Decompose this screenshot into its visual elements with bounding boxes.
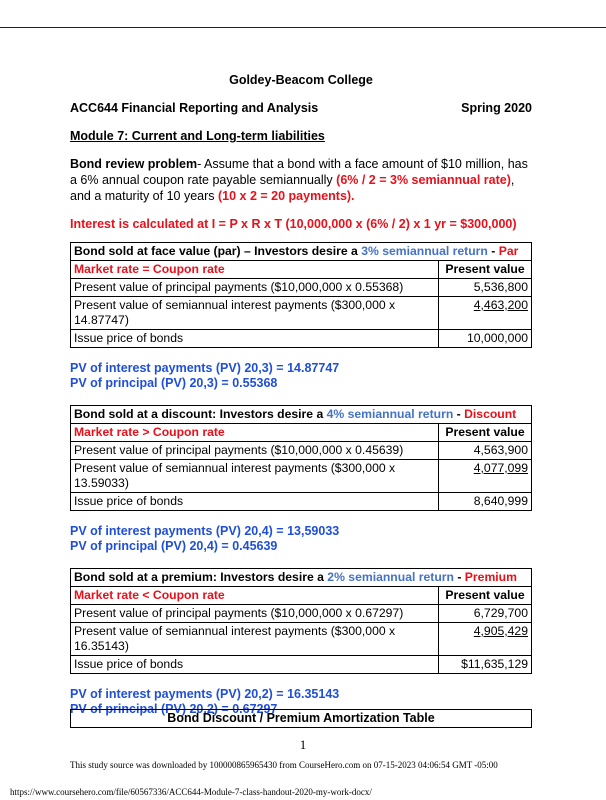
- table-heading: [71, 406, 532, 424]
- table-row: [71, 442, 532, 460]
- row-value: 5,536,800: [439, 279, 532, 297]
- heading-kind: Premium: [464, 570, 517, 584]
- par-table: [70, 242, 532, 348]
- table-header-row: [71, 569, 532, 587]
- present-value-header: Present value: [439, 424, 532, 442]
- row-value: 4,077,099: [473, 461, 528, 475]
- row-label: Issue price of bonds: [71, 493, 439, 511]
- market-rate-label: Market rate < Coupon rate: [71, 587, 439, 605]
- present-value-header: Present value: [439, 261, 532, 279]
- interest-formula: Interest is calculated at I = P x R x T (10,000,000 x (6% / 2) x 1 yr = $300,000): [70, 217, 517, 231]
- intro-lead: Bond review problem: [70, 157, 198, 171]
- table-row: [71, 460, 532, 493]
- row-value: 10,000,000: [439, 330, 532, 348]
- row-label: Present value of principal payments ($10,000,000 x 0.67297): [71, 605, 439, 623]
- pv-principal-factor: PV of principal (PV) 20,2) = 0.67297: [70, 702, 278, 716]
- top-rule: [0, 27, 606, 28]
- table-row: [71, 330, 532, 348]
- table-heading: [71, 243, 532, 261]
- course-header: [70, 100, 532, 116]
- pv-principal-factor: PV of principal (PV) 20,3) = 0.55368: [70, 376, 278, 390]
- table-header-row: [71, 243, 532, 261]
- table-row: [71, 261, 532, 279]
- row-label: Present value of principal payments ($10,000,000 x 0.55368): [71, 279, 439, 297]
- pv-interest-factor: PV of interest payments (PV) 20,4) = 13,59033: [70, 524, 340, 538]
- row-value: 4,905,429: [473, 624, 528, 638]
- row-value: 4,563,900: [439, 442, 532, 460]
- heading-text: Bond sold at a discount: Investors desire a: [74, 407, 327, 421]
- pv-principal-factor: PV of principal (PV) 20,4) = 0.45639: [70, 539, 278, 553]
- document-page: [70, 72, 532, 717]
- premium-table: [70, 568, 532, 674]
- row-label: Issue price of bonds: [71, 656, 439, 674]
- download-notice: This study source was downloaded by 100000865965430 from CourseHero.com on 07-15-2023 04:06:54 GMT -05:00: [70, 760, 498, 770]
- row-value: $11,635,129: [439, 656, 532, 674]
- intro-paragraph: [70, 156, 532, 204]
- row-label: Present value of semiannual interest payments ($300,000 x 13.59033): [71, 460, 439, 493]
- heading-text: Bond sold at face value (par) – Investors desire a: [74, 244, 362, 258]
- heading-rate: 4% semiannual return: [326, 407, 454, 421]
- module-title: Module 7: Current and Long-term liabilities: [70, 129, 325, 143]
- row-label: Issue price of bonds: [71, 330, 439, 348]
- pv-factors: [70, 361, 532, 391]
- heading-separator: -: [453, 570, 465, 584]
- source-url[interactable]: https://www.coursehero.com/file/60567336/ACC644-Module-7-class-handout-2020-my-work-docx/: [10, 787, 372, 797]
- row-value: 4,463,200: [473, 298, 528, 312]
- table-row: [71, 656, 532, 674]
- page-number: 1: [299, 737, 307, 752]
- table-heading: [71, 569, 532, 587]
- pv-interest-factor: PV of interest payments (PV) 20,3) = 14.87747: [70, 361, 340, 375]
- table-row: [71, 297, 532, 330]
- row-label: Present value of semiannual interest payments ($300,000 x 14.87747): [71, 297, 439, 330]
- table-row: [71, 587, 532, 605]
- heading-separator: -: [487, 244, 499, 258]
- heading-text: Bond sold at a premium: Investors desire a: [74, 570, 328, 584]
- course-title: ACC644 Financial Reporting and Analysis: [70, 101, 319, 115]
- table-row: [71, 605, 532, 623]
- row-label: Present value of semiannual interest payments ($300,000 x 16.35143): [71, 623, 439, 656]
- table-row: [71, 424, 532, 442]
- heading-kind: Discount: [464, 407, 517, 421]
- intro-semiannual-rate: (6% / 2 = 3% semiannual rate): [336, 173, 511, 187]
- heading-separator: -: [453, 407, 465, 421]
- pv-factors: [70, 524, 532, 554]
- table-row: [71, 493, 532, 511]
- market-rate-label: Market rate > Coupon rate: [71, 424, 439, 442]
- intro-text-1: - Assume that a bond with a face amount of $10 million, has a 6% annual coupon rate payable semiannually: [70, 157, 528, 187]
- market-rate-label: Market rate = Coupon rate: [71, 261, 439, 279]
- discount-table: [70, 405, 532, 511]
- term: Spring 2020: [461, 101, 532, 115]
- heading-rate: 2% semiannual return: [327, 570, 454, 584]
- row-label: Present value of principal payments ($10,000,000 x 0.45639): [71, 442, 439, 460]
- table-row: [71, 279, 532, 297]
- intro-text-2: , and a maturity of 10 years: [70, 173, 515, 203]
- table-row: [71, 623, 532, 656]
- intro-payments: (10 x 2 = 20 payments).: [218, 189, 355, 203]
- present-value-header: Present value: [439, 587, 532, 605]
- college-name: Goldey-Beacom College: [229, 73, 373, 87]
- heading-rate: 3% semiannual return: [361, 244, 488, 258]
- row-value: 8,640,999: [439, 493, 532, 511]
- row-value: 6,729,700: [439, 605, 532, 623]
- heading-kind: Par: [498, 244, 519, 258]
- table-header-row: [71, 406, 532, 424]
- pv-interest-factor: PV of interest payments (PV) 20,2) = 16.35143: [70, 687, 340, 701]
- amortization-table-title: Bond Discount / Premium Amortization Table: [70, 709, 532, 728]
